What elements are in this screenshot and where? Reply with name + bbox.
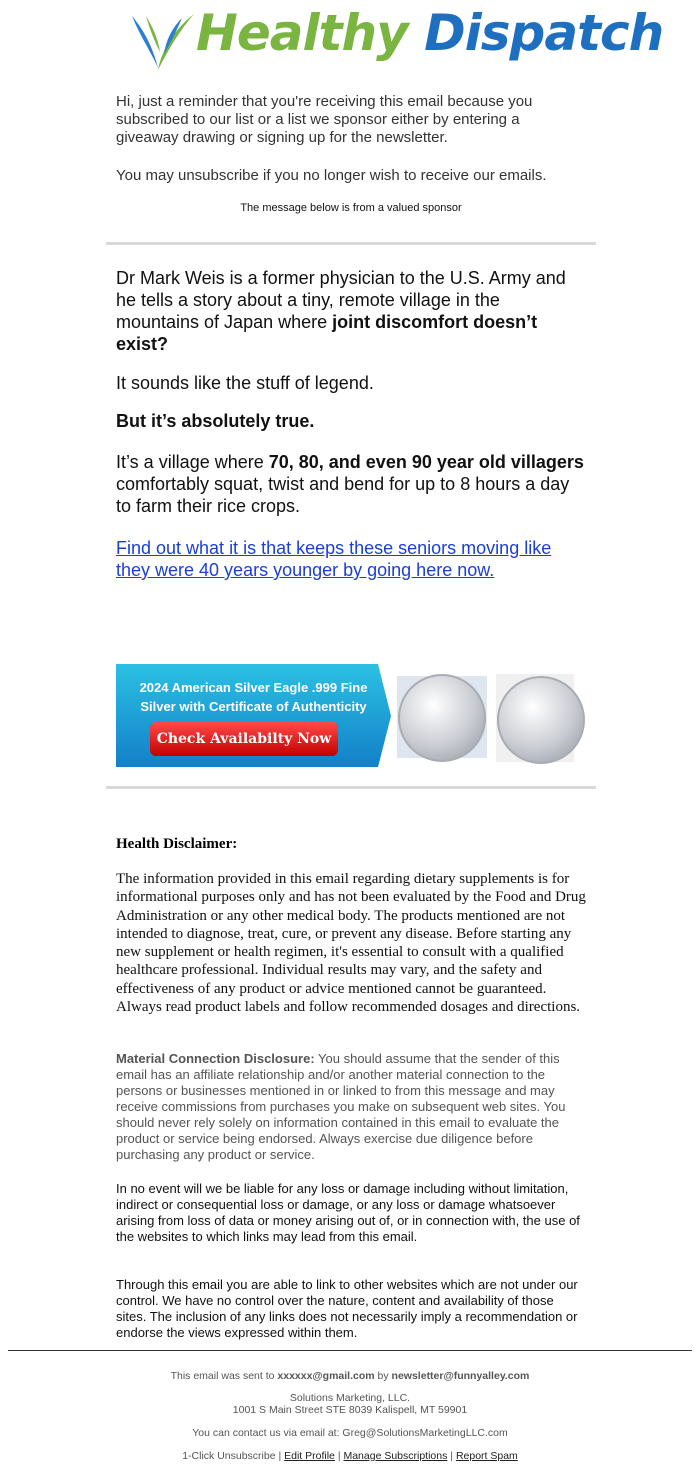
footer-by: by: [374, 1370, 392, 1382]
logo-mark-icon: [128, 10, 198, 80]
story-paragraph-1: [116, 267, 586, 355]
logo: [128, 4, 664, 84]
footer-sent-to: [0, 1370, 700, 1382]
story-paragraph-4: [116, 451, 586, 517]
subscription-reminder: Hi, just a reminder that you're receiving this email because you subscribed to our list or a list we sponsor either by entering a giveaway drawing or signing up for the newsletter.: [116, 93, 533, 146]
footer-company: Solutions Marketing, LLC.: [289, 1392, 411, 1404]
story-p1-bold: joint discomfort doesn’t exist?: [116, 312, 538, 354]
manage-subscriptions-link[interactable]: Manage Subscriptions: [343, 1450, 448, 1462]
check-availability-button[interactable]: Check Availabilty Now: [150, 722, 338, 756]
story-p4-text-a: It’s a village where: [116, 452, 269, 472]
edit-profile-link[interactable]: Edit Profile: [284, 1450, 335, 1462]
one-click-unsubscribe[interactable]: 1-Click Unsubscribe: [182, 1450, 276, 1462]
footer-contact: You can contact us via email at: Greg@SolutionsMarketingLLC.com: [192, 1427, 508, 1439]
story-p1-text: Dr Mark Weis is a former physician to the U.S. Army and he tells a story about a tiny, remote village in the mountains of Japan where: [116, 268, 566, 332]
coin-back-icon: [497, 676, 585, 764]
footer-sep: |: [447, 1450, 456, 1462]
footer-sep: |: [275, 1450, 285, 1462]
story-p4-text-b: comfortably squat, twist and bend for up to 8 hours a day to farm their rice crops.: [116, 474, 570, 516]
story-p4-bold: 70, 80, and even 90 year old villagers: [268, 452, 584, 472]
footer-links: [0, 1450, 700, 1462]
material-connection-text: You should assume that the sender of this email has an affiliate relationship and/or another material connection to the persons or businesses mentioned in or linked to from this message and may receive commissions from purchases you make on subsequent web sites. You should never rely solely on information contained in this email to evaluate the product or service being endorsed. Always exercise due diligence before purchasing any product or service.: [116, 1051, 566, 1162]
material-connection-disclosure: [116, 1051, 586, 1163]
logo-word-dispatch: Dispatch: [424, 4, 664, 62]
story-p3-bold: But it’s absolutely true.: [116, 411, 315, 431]
cta-link[interactable]: Find out what it is that keeps these seniors moving like they were 40 years younger by going here now.: [116, 538, 552, 580]
coin-front-icon: [398, 674, 486, 762]
footer-sent-prefix: This email was sent to: [170, 1370, 278, 1382]
report-spam-link[interactable]: Report Spam: [455, 1450, 518, 1462]
footer-address: 1001 S Main Street STE 8039 Kalispell, MT 59901: [232, 1404, 468, 1416]
story-cta: [116, 537, 586, 581]
sponsor-note: The message below is from a valued sponsor: [240, 202, 462, 214]
logo-wordmark: [196, 4, 663, 62]
liability-notice: In no event will we be liable for any loss or damage including without limitation, indirect or consequential loss or damage, or any loss or damage whatsoever arising from loss of data or money arising out of, or in connection with, the use of the websites to which links may lead from this email.: [116, 1181, 580, 1244]
divider: [106, 786, 596, 789]
footer-divider: [8, 1350, 692, 1351]
divider: [106, 242, 596, 245]
banner-line-2: Silver with Certificate of Authenticity: [140, 699, 367, 714]
unsubscribe-note: You may unsubscribe if you no longer wish to receive our emails.: [116, 167, 547, 184]
footer-sender: newsletter@funnyalley.com: [391, 1370, 530, 1382]
health-disclaimer-body: The information provided in this email regarding dietary supplements is for informational purposes only and has not been evaluated by the Food and Drug Administration or any other medical body. The products mentioned are not intended to diagnose, treat, cure, or prevent any disease. Before starting any new supplement or health regimen, it's essential to consult with a qualified healthcare professional. Individual results may vary, and the safety and effectiveness of any product or advice mentioned cannot be guaranteed. Always read product labels and follow recommended dosages and directions.: [116, 871, 586, 1016]
footer-sep: |: [334, 1450, 344, 1462]
health-disclaimer-title: Health Disclaimer:: [116, 836, 238, 852]
story-paragraph-2: It sounds like the stuff of legend.: [116, 373, 374, 393]
story-paragraph-3: [116, 410, 586, 432]
banner-line-1: 2024 American Silver Eagle .999 Fine: [139, 680, 368, 695]
footer-recipient: xxxxxx@gmail.com: [277, 1370, 375, 1382]
external-links-notice: Through this email you are able to link to other websites which are not under our control. We have no control over the nature, content and availability of those sites. The inclusion of any links does not necessarily imply a recommendation or endorse the views expressed within them.: [116, 1277, 578, 1340]
silver-eagle-banner-ad[interactable]: [116, 664, 586, 768]
logo-word-healthy: Healthy: [196, 4, 408, 62]
material-connection-label: Material Connection Disclosure:: [116, 1051, 315, 1066]
